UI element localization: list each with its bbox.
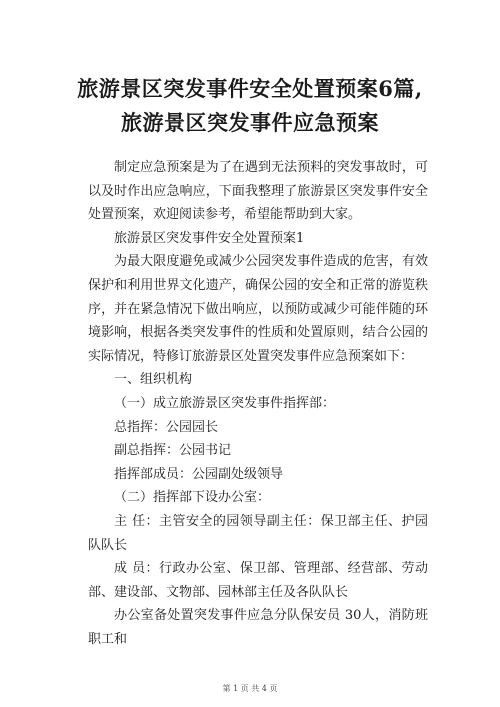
section-heading-plan-1: 旅游景区突发事件安全处置预案1	[114, 230, 305, 246]
section-heading-organization: 一、组织机构	[114, 372, 193, 388]
paragraph-intro: 制定应急预案是为了在遇到无法预料的突发事故时，可以及时作出应急响应，下面我整理了旅游景区突发事件安全处置预案，欢迎阅读参考，希望能帮助到大家。	[88, 160, 428, 223]
document-body	[88, 156, 428, 651]
subsection-office: （二）指挥部下设办公室：	[114, 490, 271, 506]
subsection-command-center: （一）成立旅游景区突发事件指挥部：	[114, 395, 336, 411]
list-item-deputy-commander: 副总指挥：公园书记	[114, 443, 232, 459]
list-item-director: 主 任：主管安全的园领导副主任：保卫部主任、护园队队长	[88, 513, 428, 553]
paragraph-emergency-team: 办公室备处置突发事件应急分队保安员 30人，消防班职工和	[88, 608, 428, 647]
list-item-members: 成 员：行政办公室、保卫部、管理部、经营部、劳动部、建设部、文物部、园林部主任及各队队长	[88, 561, 428, 600]
page-footer: 第 1 页 共 4 页	[222, 684, 278, 693]
list-item-command-members: 指挥部成员：公园副处级领导	[114, 466, 284, 482]
page-title: 旅游景区突发事件安全处置预案6篇,旅游景区突发事件应急预案	[77, 76, 423, 135]
paragraph-purpose: 为最大限度避免或减少公园突发事件造成的危害，有效保护和利用世界文化遗产，确保公园的安全和正常的游览秩序，并在紧急情况下做出响应，以预防或减少可能伴随的环境影响，根据各类突发事件的性质和处置原则，结合公园的实际情况，特修订旅游景区处置突发事件应急预案如下：	[88, 254, 428, 364]
list-item-commander: 总指挥：公园园长	[114, 419, 219, 435]
